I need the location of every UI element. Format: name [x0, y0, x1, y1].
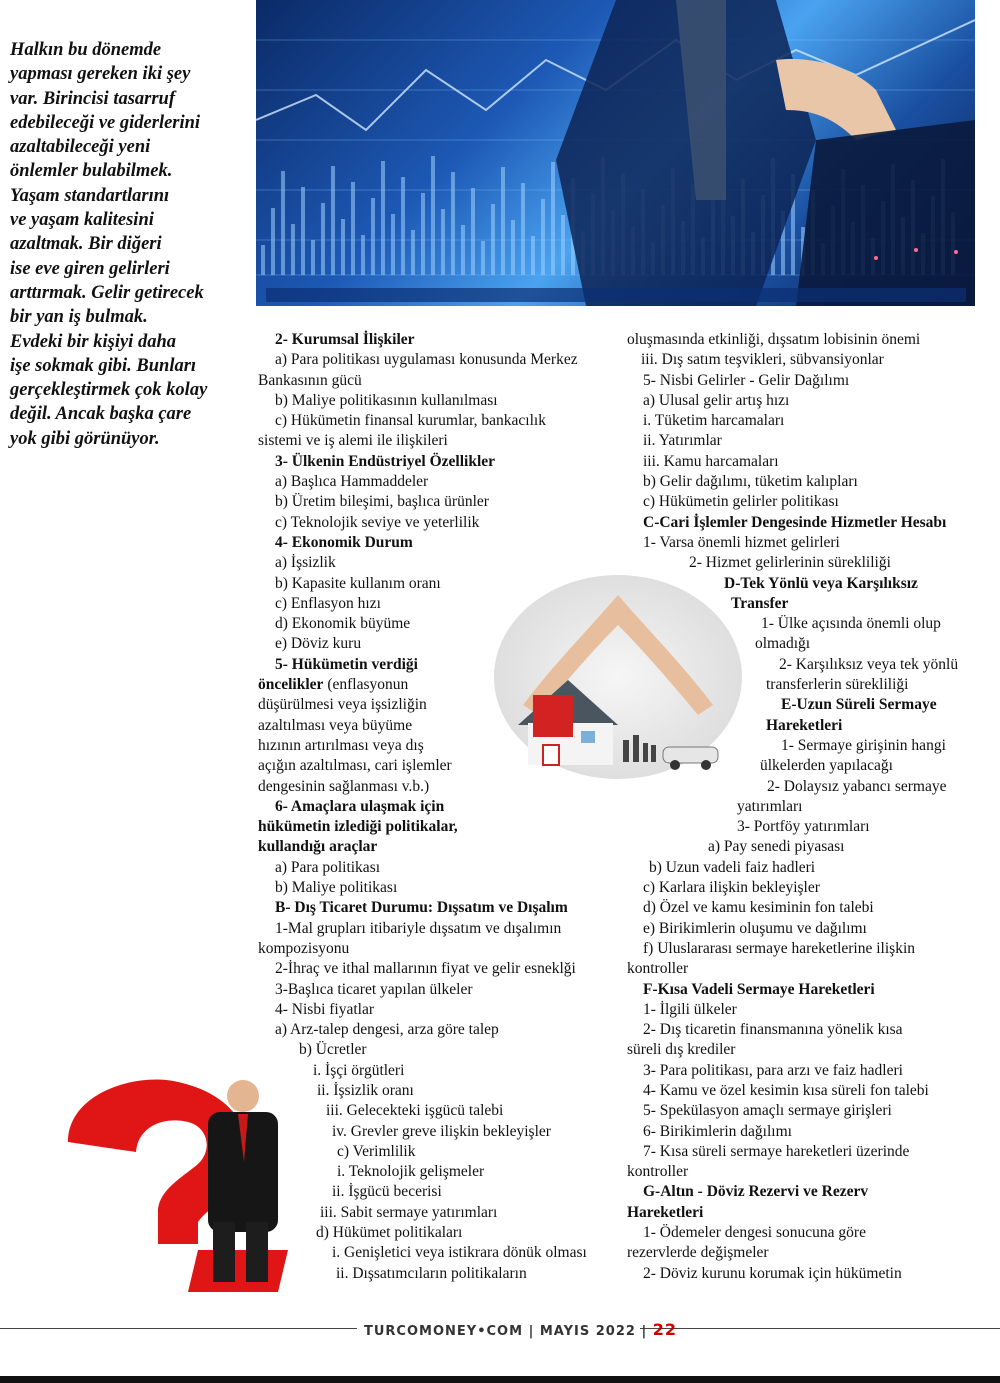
article-line: azaltılması veya büyüme	[258, 716, 413, 734]
decorative-bar	[401, 177, 405, 275]
decorative-bar	[511, 220, 515, 275]
article-line: d) Özel ve kamu kesiminin fon talebi	[643, 899, 874, 917]
article-column-left	[258, 330, 608, 1284]
section-heading: G-Altın - Döviz Rezervi ve Rezerv	[643, 1183, 869, 1201]
article-line: 2-İhraç ve ithal mallarının fiyat ve gelir esneklği	[275, 960, 576, 978]
decorative-bar	[421, 193, 425, 275]
article-line: b) Maliye politikası	[275, 879, 398, 897]
article-line: 5- Nisbi Gelirler - Gelir Dağılımı	[643, 371, 850, 389]
decorative-bar	[541, 199, 545, 275]
section-heading: hükümetin izlediği politikalar,	[258, 818, 458, 836]
article-line: b) Gelir dağılımı, tüketim kalıpları	[643, 473, 858, 491]
decorative-bar	[481, 241, 485, 275]
article-line: 1- Ülke açısında önemli olup	[761, 615, 941, 633]
article-line: d) Hükümet politikaları	[316, 1224, 463, 1242]
decorative-bar	[441, 209, 445, 275]
section-heading: 6- Amaçlara ulaşmak için	[275, 797, 445, 815]
article-line: a) Pay senedi piyasası	[708, 838, 845, 856]
decorative-bar	[291, 224, 295, 275]
section-heading: Hareketleri	[766, 716, 843, 734]
sidebar-line: işe sokmak gibi. Bunları	[10, 355, 197, 376]
decorative-bar	[411, 230, 415, 275]
article-line: süreli dış krediler	[627, 1041, 736, 1059]
footer-rule-right	[640, 1328, 1000, 1329]
article-line: 3- Portföy yatırımları	[737, 818, 870, 836]
article-line: a) Arz-talep dengesi, arza göre talep	[275, 1021, 499, 1039]
section-heading: 3- Ülkenin Endüstriyel Özellikler	[275, 452, 496, 470]
article-line: 1-Mal grupları itibariyle dışsatım ve dışalımın	[275, 919, 562, 937]
article-line: c) Hükümetin finansal kurumlar, bankacılık	[275, 412, 546, 430]
article-line: iv. Grevler greve ilişkin bekleyişler	[332, 1122, 551, 1140]
sidebar-line: azaltabileceği yeni	[10, 137, 151, 158]
sidebar-line: yok gibi görünüyor.	[10, 428, 160, 449]
article-line: hızının artırılması veya dış	[258, 736, 424, 754]
sidebar-line: değil. Ancak başka çare	[10, 404, 192, 425]
decorative-bar	[431, 156, 435, 275]
article-line: b) Ücretler	[299, 1041, 367, 1059]
article-line: 4- Nisbi fiyatlar	[275, 1000, 375, 1018]
article-line: d) Ekonomik büyüme	[275, 615, 411, 633]
article-line: ii. Yatırımlar	[643, 432, 722, 450]
article-line: i. Genişletici veya istikrara dönük olması	[332, 1244, 587, 1262]
decorative-bar	[501, 167, 505, 275]
article-line: a) Başlıca Hammaddeler	[275, 473, 429, 491]
article-line: i. Teknolojik gelişmeler	[337, 1163, 485, 1181]
article-line: 7- Kısa süreli sermaye hareketleri üzerinde	[643, 1142, 910, 1160]
section-heading: 2- Kurumsal İlişkiler	[275, 331, 415, 348]
article-line: sistemi ve iş alemi ile ilişkileri	[258, 432, 448, 450]
article-line: a) Para politikası uygulaması konusunda Merkez	[275, 351, 578, 369]
decorative-bar	[551, 162, 555, 275]
decorative-bar	[561, 215, 565, 275]
article-line: c) Karlara ilişkin bekleyişler	[643, 879, 820, 897]
article-line: c) Hükümetin gelirler politikası	[643, 493, 839, 511]
section-heading: Hareketleri	[627, 1203, 704, 1221]
article-line: 1- Varsa önemli hizmet gelirleri	[643, 533, 840, 551]
article-line: 3-Başlıca ticaret yapılan ülkeler	[275, 980, 473, 998]
article-line: c) Verimlilik	[337, 1142, 416, 1160]
article-line: yatırımları	[737, 797, 803, 815]
stock-chart-illustration	[256, 0, 975, 306]
sidebar-line: azaltmak. Bir diğeri	[10, 234, 162, 255]
article-line: b) Kapasite kullanım oranı	[275, 574, 441, 592]
sidebar-line: Yaşam standartlarını	[10, 185, 170, 206]
decorative-bar	[321, 203, 325, 275]
section-heading: D-Tek Yönlü veya Karşılıksız	[724, 574, 918, 592]
decorative-bar	[281, 171, 285, 275]
article-line: i. Tüketim harcamaları	[643, 412, 785, 430]
article-line: c) Enflasyon hızı	[275, 594, 381, 612]
decorative-bar	[391, 214, 395, 275]
article-column-right	[627, 330, 987, 1284]
decorative-bar	[261, 245, 265, 275]
footer-rule-left	[0, 1328, 357, 1329]
decorative-bar	[351, 182, 355, 275]
article-line: transferlerin sürekliliği	[766, 676, 909, 694]
footer-separator: |	[528, 1324, 540, 1339]
article-line: a) İşsizlik	[275, 554, 336, 572]
decorative-bar	[311, 240, 315, 275]
footer-separator: |	[641, 1324, 653, 1339]
decorative-bar	[491, 204, 495, 275]
bold-term: öncelikler	[258, 676, 324, 694]
decorative-bar	[451, 172, 455, 275]
sidebar-line: yapması gereken iki şey	[10, 64, 191, 85]
article-line: 2- Dış ticaretin finansmanına yönelik kısa	[643, 1021, 903, 1039]
section-heading: F-Kısa Vadeli Sermaye Hareketleri	[643, 980, 875, 998]
article-line: ii. Dışsatımcıların politikaların	[336, 1264, 527, 1282]
section-heading: 5- Hükümetin verdiği	[275, 655, 418, 673]
sidebar-line: ise eve giren gelirleri	[10, 258, 170, 279]
article-line: 2- Dolaysız yabancı sermaye	[767, 777, 947, 795]
article-line: e) Birikimlerin oluşumu ve dağılımı	[643, 919, 867, 937]
publication-name: TURCOMONEY•COM	[364, 1324, 524, 1339]
article-line: kompozisyonu	[258, 939, 350, 957]
article-line: ii. İşsizlik oranı	[317, 1081, 414, 1099]
article-line: 2- Hizmet gelirlerinin sürekliliği	[689, 554, 891, 572]
bottom-border	[0, 1376, 1000, 1383]
article-line: e) Döviz kuru	[275, 635, 362, 653]
article-line: 2- Karşılıksız veya tek yönlü	[779, 655, 959, 673]
page-number: 22	[652, 1320, 677, 1339]
sidebar-line: var. Birincisi tasarruf	[10, 88, 176, 109]
article-line: b) Üretim bileşimi, başlıca ürünler	[275, 493, 489, 511]
decorative-bar	[381, 161, 385, 275]
article-line: iii. Dış satım teşvikleri, sübvansiyonlar	[641, 351, 884, 369]
sidebar-line: Evdeki bir kişiyi daha	[10, 331, 176, 352]
decorative-bar	[361, 235, 365, 275]
article-line: 1- İlgili ülkeler	[643, 1000, 737, 1018]
article-line: b) Maliye politikasının kullanılması	[275, 391, 498, 409]
decorative-bar	[461, 225, 465, 275]
article-line: rezervlerde değişmeler	[627, 1244, 769, 1262]
section-heading: Transfer	[731, 594, 789, 612]
sidebar-line: bir yan iş bulmak.	[10, 307, 148, 328]
article-line: 5- Spekülasyon amaçlı sermaye girişleri	[643, 1102, 892, 1120]
decorative-bar	[331, 166, 335, 275]
decorative-bar	[371, 198, 375, 275]
section-heading: 4- Ekonomik Durum	[275, 533, 413, 551]
sidebar-line: arttırmak. Gelir getirecek	[10, 282, 204, 303]
article-line: 4- Kamu ve özel kesimin kısa süreli fon talebi	[643, 1081, 929, 1099]
article-line: 1- Sermaye girişinin hangi	[781, 736, 946, 754]
section-heading: E-Uzun Süreli Sermaye	[781, 696, 937, 714]
article-line: iii. Sabit sermaye yatırımları	[320, 1203, 498, 1221]
article-line	[258, 675, 608, 695]
article-line: kontroller	[627, 1163, 689, 1181]
article-line: 2- Döviz kurunu korumak için hükümetin	[643, 1264, 902, 1282]
article-line: dengesinin sağlanması v.b.)	[258, 777, 430, 795]
decorative-bar	[521, 183, 525, 275]
sidebar-line: önlemler bulabilmek.	[10, 161, 173, 182]
footer-text	[364, 1320, 677, 1339]
issue-date: MAYIS 2022	[539, 1324, 636, 1339]
article-line: a) Ulusal gelir artış hızı	[643, 391, 790, 409]
hero-image-businessman-chart	[256, 0, 975, 306]
article-line: 6- Birikimlerin dağılımı	[643, 1122, 792, 1140]
sidebar-line: ve yaşam kalitesini	[10, 210, 154, 231]
sidebar-line: gerçekleştirmek çok kolay	[10, 380, 208, 401]
section-heading: kullandığı araçlar	[258, 838, 378, 856]
article-line: iii. Gelecekteki işgücü talebi	[326, 1102, 504, 1120]
section-heading: B- Dış Ticaret Durumu: Dışsatım ve Dışalım	[275, 899, 568, 917]
decorative-bar	[531, 236, 535, 275]
section-heading: C-Cari İşlemler Dengesinde Hizmetler Hesabı	[643, 513, 947, 531]
decorative-bar	[341, 219, 345, 275]
sidebar-line: edebileceği ve giderlerini	[10, 112, 201, 133]
article-line: iii. Kamu harcamaları	[643, 452, 779, 470]
sidebar-line: Halkın bu dönemde	[10, 40, 162, 60]
article-line: ülkelerden yapılacağı	[760, 757, 893, 775]
article-line: i. İşçi örgütleri	[313, 1061, 405, 1079]
article-line: ii. İşgücü becerisi	[332, 1183, 442, 1201]
article-line: 3- Para politikası, para arzı ve faiz hadleri	[643, 1061, 903, 1079]
article-line: 1- Ödemeler dengesi sonucuna göre	[643, 1224, 866, 1242]
article-line: Bankasının gücü	[258, 371, 362, 389]
decorative-bar	[471, 188, 475, 275]
article-line: oluşmasında etkinliği, dışsatım lobisinin önemi	[627, 331, 921, 348]
decorative-bar	[301, 187, 305, 275]
article-line: f) Uluslararası sermaye hareketlerine ilişkin	[643, 939, 915, 957]
article-line: b) Uzun vadeli faiz hadleri	[649, 858, 816, 876]
article-line: a) Para politikası	[275, 858, 381, 876]
article-line: düşürülmesi veya işsizliğin	[258, 696, 427, 714]
article-line-rest: (enflasyonun	[323, 676, 409, 694]
article-line: kontroller	[627, 960, 689, 978]
page-footer	[0, 1318, 1000, 1340]
sidebar-quote	[10, 38, 225, 451]
article-line: açığın azaltılması, cari işlemler	[258, 757, 452, 775]
article-line: c) Teknolojik seviye ve yeterlilik	[275, 513, 480, 531]
article-line: olmadığı	[755, 635, 811, 653]
decorative-bar	[271, 208, 275, 275]
